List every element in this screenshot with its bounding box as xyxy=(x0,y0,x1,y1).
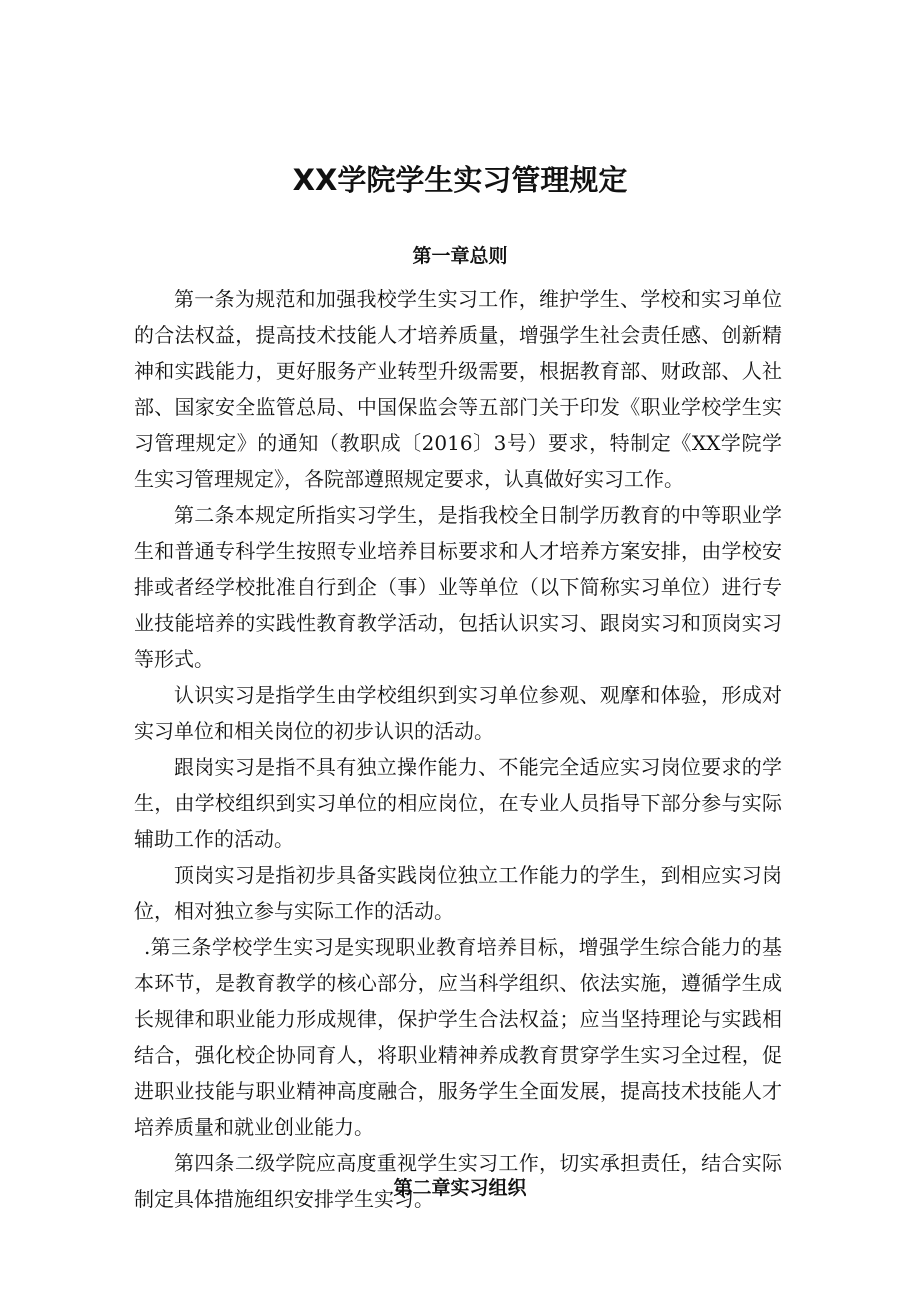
shadow-internship-paragraph: 跟岗实习是指不具有独立操作能力、不能完全适应实习岗位要求的学生，由学校组织到实习单位的相应岗位，在专业人员指导下部分参与实际辅助工作的活动。 xyxy=(134,755,782,851)
cognitive-internship-paragraph: 认识实习是指学生由学校组织到实习单位参观、观摩和体验，形成对实习单位和相关岗位的初步认识的活动。 xyxy=(134,683,782,743)
article-1-paragraph: 第一条为规范和加强我校学生实习工作，维护学生、学校和实习单位的合法权益，提高技术技能人才培养质量，增强学生社会责任感、创新精神和实践能力，更好服务产业转型升级需要，根据教育部、财政部、人社部、国家安全监管总局、中国保监会等五部门关于印发《职业学校学生实习管理规定》的通知（教职成〔2016〕3号）要求，特制定《XX学院学生实习管理规定》，各院部遵照规定要求，认真做好实习工作。 xyxy=(134,287,782,491)
chapter-2-heading: 第二章实习组织 xyxy=(393,1177,527,1199)
chapter-1-heading: 第一章总则 xyxy=(412,245,508,267)
chapter-1-body xyxy=(134,281,782,1217)
placement-internship-paragraph: 顶岗实习是指初步具备实践岗位独立工作能力的学生，到相应实习岗位，相对独立参与实际工作的活动。 xyxy=(134,863,782,923)
article-2-paragraph: 第二条本规定所指实习学生，是指我校全日制学历教育的中等职业学生和普通专科学生按照专业培养目标要求和人才培养方案安排，由学校安排或者经学校批准自行到企（事）业等单位（以下简称实习单位）进行专业技能培养的实践性教育教学活动，包括认识实习、跟岗实习和顶岗实习等形式。 xyxy=(134,503,782,671)
document-title: XX学院学生实习管理规定 xyxy=(292,163,628,197)
article-4-paragraph: 第四条二级学院应高度重视学生实习工作，切实承担责任，结合实际制定具体措施组织安排学生实习。 xyxy=(134,1151,782,1211)
article-3-paragraph: .第三条学校学生实习是实现职业教育培养目标，增强学生综合能力的基本环节，是教育教学的核心部分，应当科学组织、依法实施，遵循学生成长规律和职业能力形成规律，保护学生合法权益；应当坚持理论与实践相结合，强化校企协同育人，将职业精神养成教育贯穿学生实习全过程，促进职业技能与职业精神高度融合，服务学生全面发展，提高技术技能人才培养质量和就业创业能力。 xyxy=(134,935,782,1139)
